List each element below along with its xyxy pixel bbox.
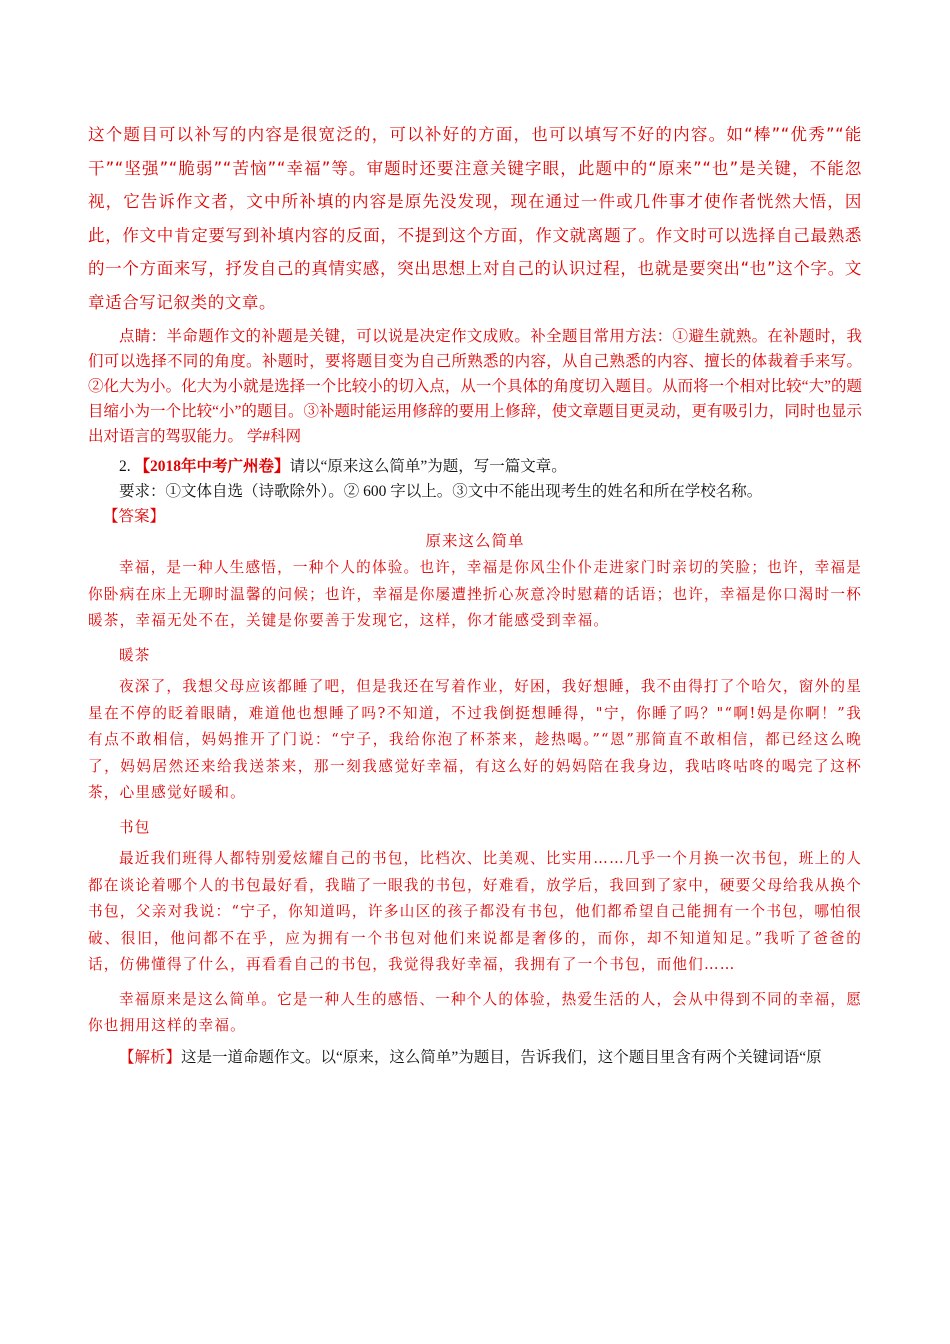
question-number: 2.	[119, 458, 135, 475]
essay-intro: 幸福，是一种人生感悟，一种个人的体验。也许，幸福是你风尘仆仆走进家门时亲切的笑脸；也许，幸福是你卧病在床上无聊时温馨的问候；也许，幸福是你屡遭挫折心灰意冷时慰藉的话语；也许，幸福是你口渴时一杯暖茶，幸福无处不在，关键是你要善于发现它，这样，你才能感受到幸福。	[88, 559, 862, 629]
essay-subheading-tea: 暖茶	[119, 646, 151, 664]
tip-paragraph: 点睛：半命题作文的补题是关键，可以说是决定作文成败。补全题目常用方法：①避生就熟。在补题时，我们可以选择不同的角度。补题时，要将题目变为自己所熟悉的内容，从自己熟悉的内容、擅长的体裁着手来写。②化大为小。化大为小就是选择一个比较小的切入点，从一个具体的角度切入题目。从而将一个相对比较“大”的题目缩小为一个比较“小”的题目。③补题时能运用修辞的要用上修辞，使文章题目更灵动，更有吸引力，同时也显示出对语言的驾驭能力。 学#科网	[88, 328, 862, 445]
essay-subheading-schoolbag: 书包	[119, 818, 151, 836]
question-line	[88, 454, 862, 479]
analysis-paragraph: 这个题目可以补写的内容是很宽泛的，可以补好的方面，也可以填写不好的内容。如“棒”“优秀”“能干”“坚强”“脆弱”“苦恼”“幸福”等。审题时还要注意关键字眼，此题中的“原来”“也”是关键，不能忽视，它告诉作文者，文中所补填的内容是原先没发现，现在通过一件或几件事才使作者恍然大悟，因此，作文中肯定要写到补填内容的反面，不提到这个方面，作文就离题了。作文时可以选择自己最熟悉的一个方面来写，抒发自己的真情实感，突出思想上对自己的认识过程，也就是要突出“也”这个字。文章适合写记叙类的文章。	[88, 125, 862, 312]
question-prompt: 请以“原来这么简单”为题，写一篇文章。	[289, 458, 567, 475]
question-source: 【2018年中考广州卷】	[134, 458, 290, 475]
question-requirements: 要求：①文体自选（诗歌除外）。② 600 字以上。③文中不能出现考生的姓名和所在学校名称。	[119, 483, 763, 500]
answer-label: 【答案】	[103, 508, 166, 525]
essay-paragraph-tea: 夜深了，我想父母应该都睡了吧，但是我还在写着作业，好困，我好想睡，我不由得打了个哈欠，窗外的星星在不停的眨着眼睛，难道他也想睡了吗?不知道，不过我倒挺想睡得，"宁，你睡了吗？"“啊!妈是你啊！”我有点不敢相信，妈妈推开了门说：“宁子，我给你泡了杯茶来，趁热喝。”“恩”那简直不敢相信，都已经这么晚了，妈妈居然还来给我送茶来，那一刻我感觉好幸福，有这么好的妈妈陪在我身边，我咕咚咕咚的喝完了这杯茶，心里感觉好暖和。	[88, 678, 862, 801]
analysis-label: 【解析】	[119, 1048, 182, 1066]
essay-paragraph-schoolbag: 最近我们班得人都特别爱炫耀自己的书包，比档次、比美观、比实用……几乎一个月换一次书包，班上的人都在谈论着哪个人的书包最好看，我瞄了一眼我的书包，好难看，放学后，我回到了家中，硬要父母给我从换个书包，父亲对我说：“宁子，你知道吗，许多山区的孩子都没有书包，他们都希望自己能拥有一个书包，哪怕很破、很旧，他问都不在乎，应为拥有一个书包对他们来说都是奢侈的，而你，却不知道知足。”我听了爸爸的话，仿佛懂得了什么，再看看自己的书包，我觉得我好幸福，我拥有了一个书包，而他们……	[88, 850, 862, 973]
essay-conclusion: 幸福原来是这么简单。它是一种人生的感悟、一种个人的体验，热爱生活的人，会从中得到不同的幸福，愿你也拥用这样的幸福。	[88, 990, 862, 1034]
essay-title: 原来这么简单	[425, 533, 525, 550]
document-page	[88, 118, 862, 1070]
analysis-text: 这是一道命题作文。以“原来，这么简单”为题目，告诉我们，这个题目里含有两个关键词语“原	[181, 1048, 822, 1066]
analysis-line	[88, 1045, 862, 1070]
